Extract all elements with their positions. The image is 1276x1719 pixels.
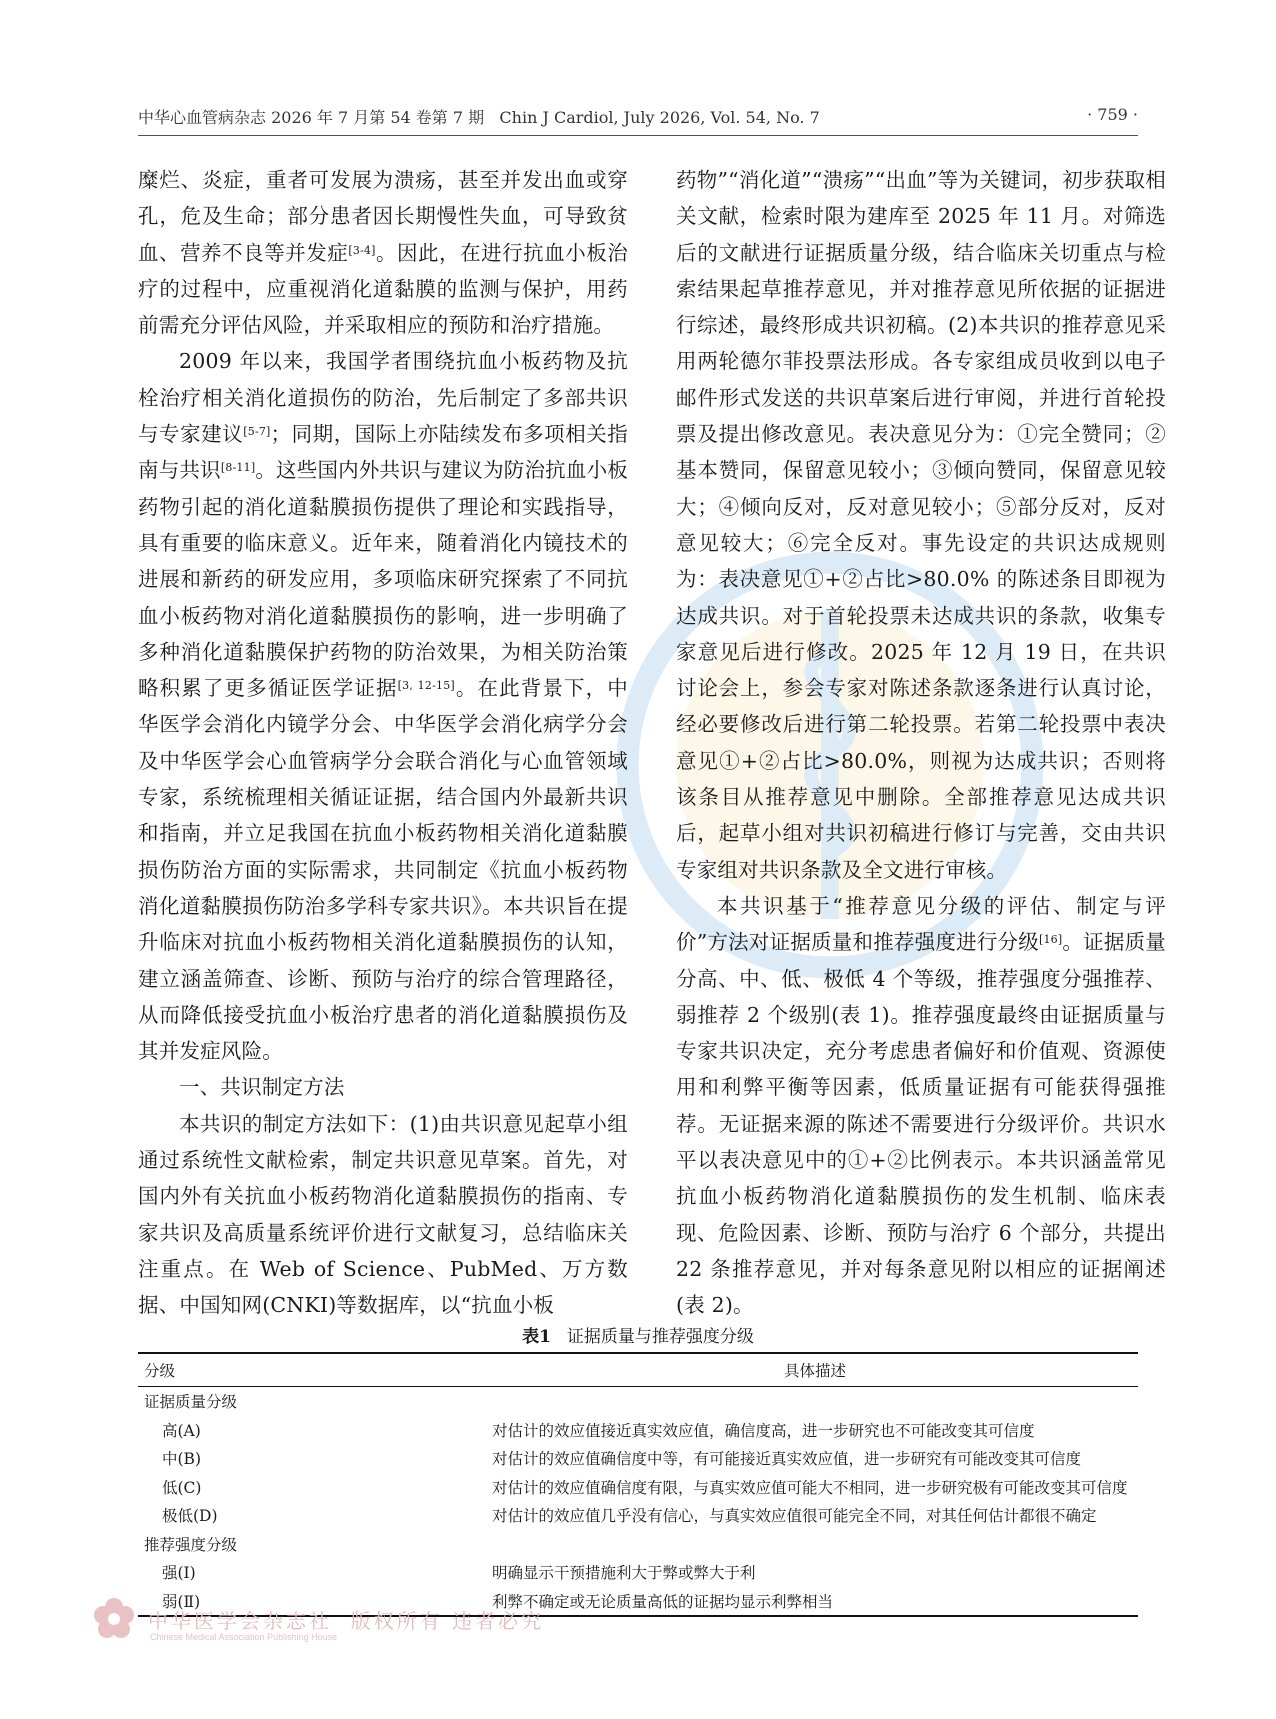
- table-row: [138, 1558, 1138, 1587]
- table-cell: 明确显示干预措施利大于弊或弊大于利: [492, 1564, 756, 1583]
- table-caption: [138, 1322, 1138, 1347]
- evidence-grade-table: [138, 1352, 1138, 1617]
- page-number: · 759 ·: [1087, 105, 1138, 124]
- table-row: [138, 1387, 1138, 1416]
- table-row: [138, 1416, 1138, 1445]
- journal-citation-cn: 中华心血管病杂志 2026 年 7 月第 54 卷第 7 期: [138, 108, 485, 127]
- column-header: 具体描述: [492, 1353, 1138, 1387]
- citation-ref[interactable]: [3-4]: [348, 243, 376, 257]
- table-row: [138, 1530, 1138, 1559]
- table-cell: 强(Ⅰ): [162, 1564, 196, 1583]
- citation-ref[interactable]: [3, 12-15]: [397, 679, 455, 693]
- table-header-row: [138, 1353, 1138, 1387]
- paragraph: 本共识基于“推荐意见分级的评估、制定与评价”方法对证据质量和推荐强度进行分级[16]。证据质量分高、中、低、极低 4 个等级，推荐强度分强推荐、弱推荐 2 个级别(表 1)。推荐强度最终由证据质量与专家共识决定，充分考虑患者偏好和价值观、资源使用和利弊平衡等因素，低质量证据有可能获得强推荐。无证据来源的陈述不需要进行分级评价。共识水平以表决意见中的①+②比例表示。本共识涵盖常见抗血小板药物消化道黏膜损伤的发生机制、临床表现、危险因素、诊断、预防与治疗 6 个部分，共提出 22 条推荐意见，并对每条意见附以相应的证据阐述(表 2)。: [676, 893, 1166, 1318]
- journal-citation-en: Chin J Cardiol, July 2026, Vol. 54, No. 7: [499, 108, 820, 127]
- table-number: 表1: [522, 1327, 551, 1347]
- citation-ref[interactable]: [16]: [1038, 933, 1063, 947]
- table-cell: [492, 1530, 1138, 1559]
- publisher-footer: [148, 1605, 544, 1634]
- section-heading: 一、共识制定方法: [179, 1075, 345, 1100]
- table-cell: 对估计的效应值确信度有限，与真实效应值可能大不相同，进一步研究极有可能改变其可信度: [492, 1478, 1128, 1497]
- table-cell: 中(B): [162, 1450, 201, 1469]
- publisher-name: 中华医学会杂志社: [148, 1609, 332, 1633]
- paragraph: 2009 年以来，我国学者围绕抗血小板药物及抗栓治疗相关消化道损伤的防治，先后制定了多部共识与专家建议[5-7]；同期，国际上亦陆续发布多项相关指南与共识[8-11]。这些国内外共识与建议为防治抗血小板药物引起的消化道黏膜损伤提供了理论和实践指导，具有重要的临床意义。近年来，随着消化内镜技术的进展和新药的研发应用，多项临床研究探索了不同抗血小板药物对消化道黏膜损伤的影响，进一步明确了多种消化道黏膜保护药物的防治效果，为相关防治策略积累了更多循证医学证据[3, 12-15]。在此背景下，中华医学会消化内镜学分会、中华医学会消化病学分会及中华医学会心血管病学分会联合消化与心血管领域专家，系统梳理相关循证证据，结合国内外最新共识和指南，并立足我国在抗血小板药物相关消化道黏膜损伤防治方面的实际需求，共同制定《抗血小板药物消化道黏膜损伤防治多学科专家共识》。本共识旨在提升临床对抗血小板药物相关消化道黏膜损伤的认知，建立涵盖筛查、诊断、预防与治疗的综合管理路径，从而降低接受抗血小板治疗患者的消化道黏膜损伤及其并发症风险。: [138, 349, 629, 1064]
- table-cell: 极低(D): [162, 1507, 218, 1526]
- table-cell: [492, 1387, 1138, 1416]
- right-column: [676, 162, 1166, 1324]
- publisher-name-en: Chinese Medical Association Publishing House: [150, 1632, 338, 1642]
- citation-ref[interactable]: [8-11]: [220, 461, 256, 475]
- column-header: 分级: [138, 1353, 492, 1387]
- header-divider: [138, 135, 1138, 136]
- table-cell: 利弊不确定或无论质量高低的证据均显示利弊相当: [492, 1587, 1138, 1617]
- journal-citation: [138, 105, 820, 128]
- table-row: [138, 1444, 1138, 1473]
- paragraph: 糜烂、炎症，重者可发展为溃疡，甚至并发出血或穿孔，危及生命；部分患者因长期慢性失血，可导致贫血、营养不良等并发症[3-4]。因此，在进行抗血小板治疗的过程中，应重视消化道黏膜的监测与保护，用药前需充分评估风险，并采取相应的预防和治疗措施。: [138, 168, 629, 338]
- table-group-label: 推荐强度分级: [144, 1535, 238, 1554]
- table-group-label: 证据质量分级: [144, 1393, 238, 1412]
- table-row: [138, 1501, 1138, 1530]
- table-cell: 对估计的效应值几乎没有信心，与真实效应值很可能完全不同，对其任何估计都很不确定: [492, 1507, 1097, 1526]
- table-cell: 低(C): [162, 1478, 202, 1497]
- citation-ref[interactable]: [5-7]: [243, 425, 271, 439]
- paragraph: 药物”“消化道”“溃疡”“出血”等为关键词，初步获取相关文献，检索时限为建库至 2025 年 11 月。对筛选后的文献进行证据质量分级，结合临床关切重点与检索结果起草推荐意见，并对推荐意见所依据的证据进行综述，最终形成共识初稿。(2)本共识的推荐意见采用两轮德尔菲投票法形成。各专家组成员收到以电子邮件形式发送的共识草案后进行审阅，并进行首轮投票及提出修改意见。表决意见分为：①完全赞同；②基本赞同，保留意见较小；③倾向赞同，保留意见较大；④倾向反对，反对意见较小；⑤部分反对，反对意见较大；⑥完全反对。事先设定的共识达成规则为：表决意见①+②占比>80.0% 的陈述条目即视为达成共识。对于首轮投票未达成共识的条款，收集专家意见后进行修改。2025 年 12 月 19 日，在共识讨论会上，参会专家对陈述条款逐条进行认真讨论，经必要修改后进行第二轮投票。若第二轮投票中表决意见①+②占比>80.0%，则视为达成共识；否则将该条目从推荐意见中删除。全部推荐意见达成共识后，起草小组对共识初稿进行修订与完善，交由共识专家组对共识条款及全文进行审核。: [676, 168, 1166, 882]
- table-cell: 对估计的效应值确信度中等，有可能接近真实效应值，进一步研究有可能改变其可信度: [492, 1450, 1082, 1469]
- left-column: [138, 162, 628, 1324]
- table-cell: 弱(Ⅱ): [138, 1587, 492, 1617]
- copyright-slogan: 版权所有 违者必究: [350, 1609, 545, 1633]
- table-cell: 对估计的效应值接近真实效应值，确信度高，进一步研究也不可能改变其可信度: [492, 1421, 1035, 1440]
- paragraph: 本共识的制定方法如下：(1)由共识意见起草小组通过系统性文献检索，制定共识意见草案。首先，对国内外有关抗血小板药物消化道黏膜损伤的指南、专家共识及高质量系统评价进行文献复习，总结临床关注重点。在 Web of Science、PubMed、万方数据、中国知网(CNKI)等数据库，以“抗血小板: [138, 1111, 628, 1318]
- flower-logo-icon: [90, 1595, 138, 1643]
- table-cell: 高(A): [162, 1421, 201, 1440]
- table-title: 证据质量与推荐强度分级: [566, 1327, 754, 1347]
- table-row: [138, 1473, 1138, 1502]
